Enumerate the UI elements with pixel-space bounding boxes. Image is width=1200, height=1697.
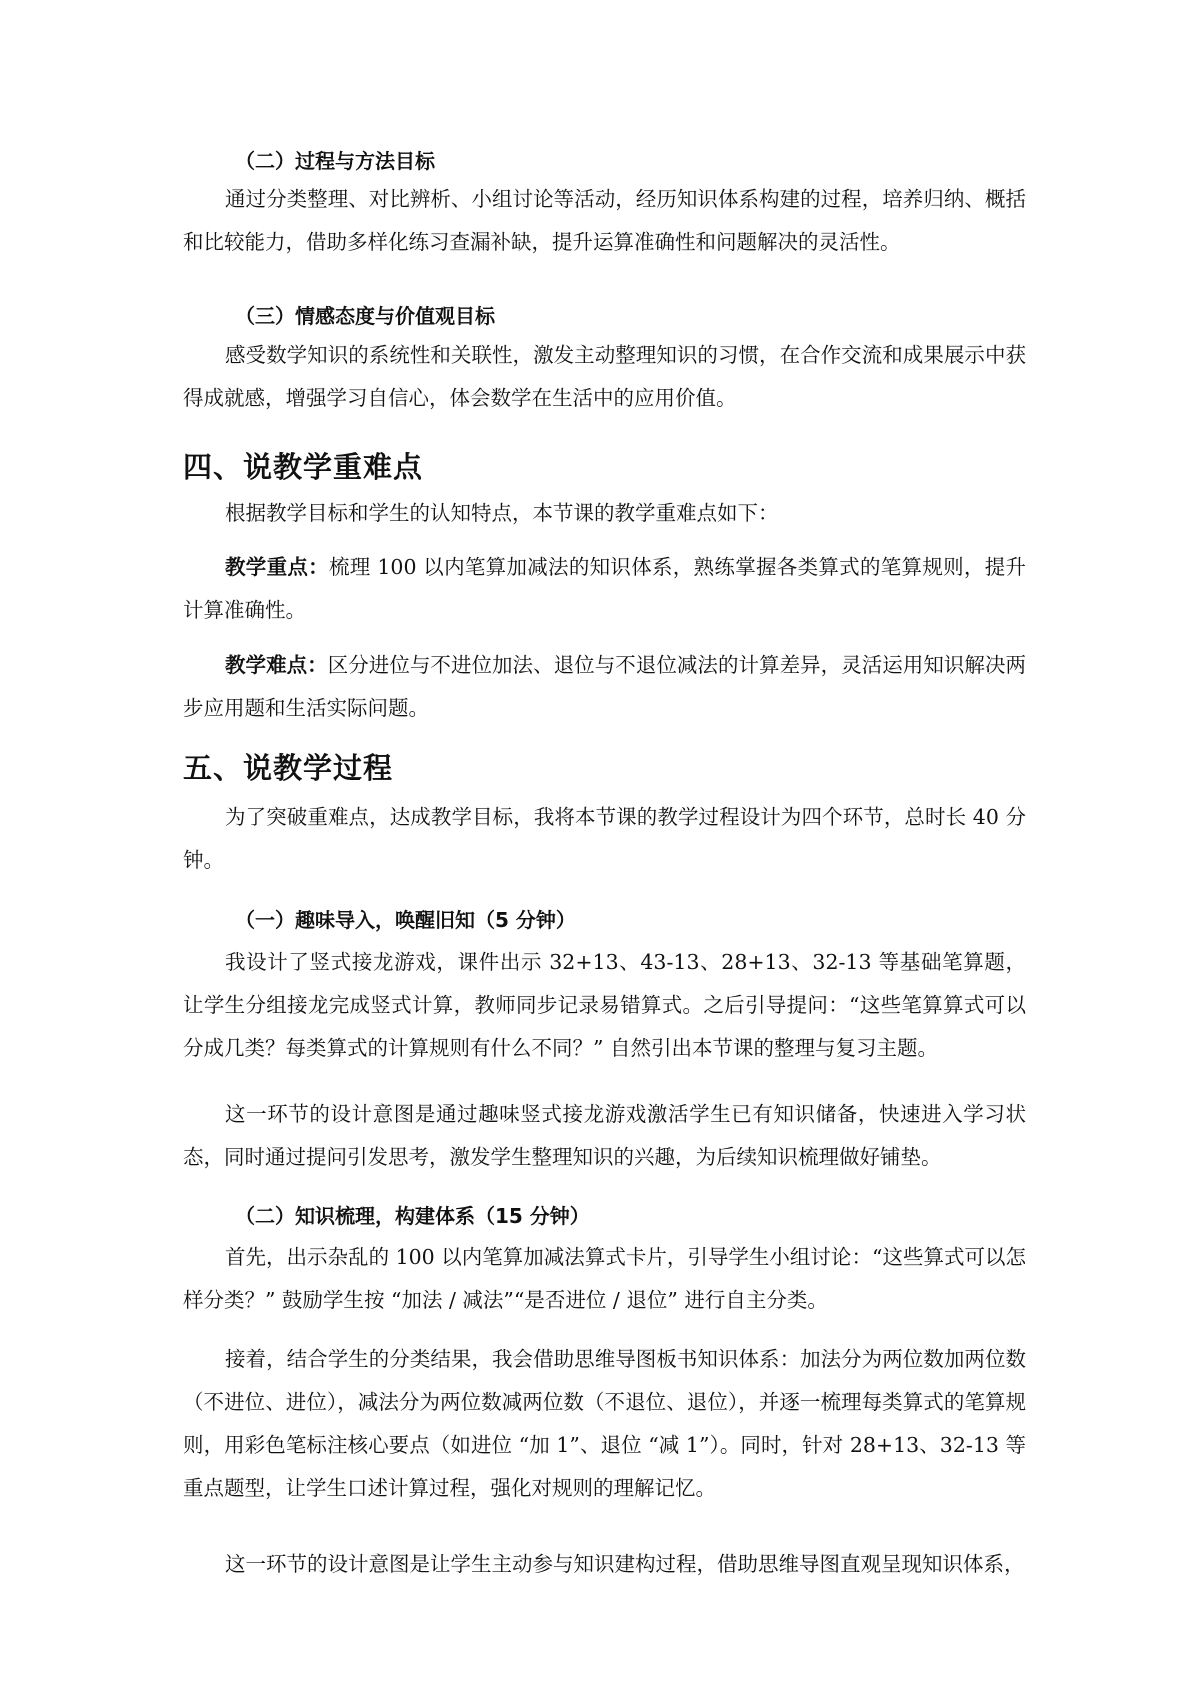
heading-part4: 四、说教学重难点 [183,450,424,484]
paragraph-part5-intro: 为了突破重难点，达成教学目标，我将本节课的教学过程设计为四个环节，总时长 40 分钟。 [183,805,1026,872]
difficult-points-label: 教学难点： [225,653,328,677]
paragraph-step2-classify: 首先，出示杂乱的 100 以内笔算加减法算式卡片，引导学生小组讨论：“这些算式可以怎样分类？” 鼓励学生按 “加法 / 减法”“是否进位 / 退位” 进行自主分类。 [183,1245,1026,1312]
paragraph-difficult-points [183,644,1026,730]
paragraph-part4-intro: 根据教学目标和学生的认知特点，本节课的教学重难点如下： [225,501,779,525]
heading-part5: 五、说教学过程 [183,751,394,785]
subheading-emotion-values: （三）情感态度与价值观目标 [235,304,495,328]
paragraph-emotion-values: 感受数学知识的系统性和关联性，激发主动整理知识的习惯，在合作交流和成果展示中获得成就感，增强学习自信心，体会数学在生活中的应用价值。 [183,343,1026,410]
paragraph-process-method: 通过分类整理、对比辨析、小组讨论等活动，经历知识体系构建的过程，培养归纳、概括和比较能力，借助多样化练习查漏补缺，提升运算准确性和问题解决的灵活性。 [183,187,1026,254]
subheading-step1: （一）趣味导入，唤醒旧知（5 分钟） [235,908,576,932]
paragraph-step2-mindmap: 接着，结合学生的分类结果，我会借助思维导图板书知识体系：加法分为两位数加两位数（不进位、进位），减法分为两位数减两位数（不退位、退位），并逐一梳理每类算式的笔算规则，用彩色笔标注核心要点（如进位 “加 1”、退位 “减 1”）。同时，针对 28+13、32-13 等重点题型，让学生口述计算过程，强化对规则的理解记忆。 [183,1347,1026,1500]
paragraph-step1-intent: 这一环节的设计意图是通过趣味竖式接龙游戏激活学生已有知识储备，快速进入学习状态，同时通过提问引发思考，激发学生整理知识的兴趣，为后续知识梳理做好铺垫。 [183,1102,1026,1169]
key-points-text: 梳理 100 以内笔算加减法的知识体系，熟练掌握各类算式的笔算规则，提升计算准确性。 [183,555,1026,622]
paragraph-step1-activity: 我设计了竖式接龙游戏，课件出示 32+13、43-13、28+13、32-13 等基础笔算题，让学生分组接龙完成竖式计算，教师同步记录易错算式。之后引导提问：“这些笔算算式可以分成几类？每类算式的计算规则有什么不同？” 自然引出本节课的整理与复习主题。 [183,950,1026,1060]
subheading-step2: （二）知识梳理，构建体系（15 分钟） [235,1204,590,1228]
subheading-process-method: （二）过程与方法目标 [235,149,435,173]
key-points-label: 教学重点： [225,555,329,579]
paragraph-key-points [183,546,1026,632]
paragraph-step2-intent: 这一环节的设计意图是让学生主动参与知识建构过程，借助思维导图直观呈现知识体系， [225,1552,1025,1576]
difficult-points-text: 区分进位与不进位加法、退位与不退位减法的计算差异，灵活运用知识解决两步应用题和生活实际问题。 [183,653,1027,720]
